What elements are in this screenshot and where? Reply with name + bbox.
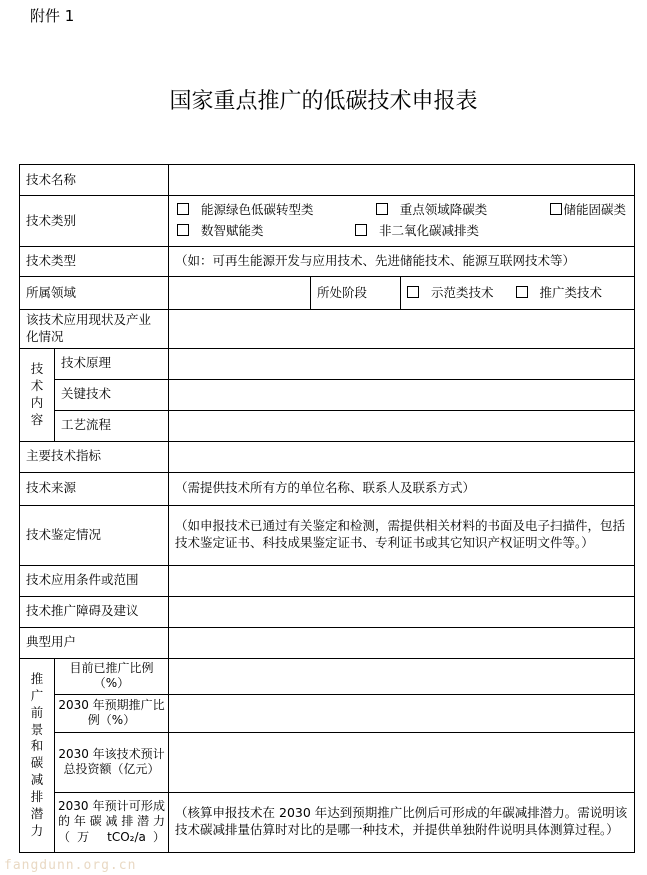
row-status [20,310,635,349]
appraisal-note[interactable]: （如申报技术已通过有关鉴定和检测，需提供相关材料的书面及电子扫描件，包括技术鉴定证书、科技成果鉴定证书、专利证书或其它知识产权证明文件等。） [169,505,635,565]
label-tech-type: 技术类型 [20,247,169,277]
row-principle [20,348,635,379]
row-reduction-2030 [20,792,635,852]
checkbox-icon[interactable] [376,203,388,215]
row-appraisal [20,505,635,565]
checkbox-icon[interactable] [407,286,419,298]
label-current-ratio: 目前已推广比例（%） [55,658,169,694]
application-form-table [19,164,635,853]
source-note[interactable]: （需提供技术所有方的单位名称、联系人及联系方式） [169,472,635,505]
tech-type-note[interactable]: （如：可再生能源开发与应用技术、先进储能技术、能源互联网技术等） [169,247,635,277]
input-process[interactable] [169,410,635,441]
checkbox-icon[interactable] [177,203,189,215]
input-tech-name[interactable] [169,165,635,196]
input-principle[interactable] [169,348,635,379]
label-stage: 所处阶段 [311,277,401,310]
label-status: 该技术应用现状及产业化情况 [20,310,169,349]
category-option-storage[interactable]: 储能固碳类 [550,202,627,219]
label-appraisal: 技术鉴定情况 [20,505,169,565]
label-field: 所属领域 [20,277,169,310]
input-barriers[interactable] [169,596,635,627]
row-source [20,472,635,505]
category-option-key-field[interactable]: 重点领域降碳类 [376,202,488,219]
label-prospect-group: 推广前景和碳减排潜力 [20,658,55,852]
label-investment-2030: 2030 年该技术预计总投资额（亿元） [55,732,169,792]
label-indicators: 主要技术指标 [20,441,169,472]
label-users: 典型用户 [20,627,169,658]
row-indicators [20,441,635,472]
input-current-ratio[interactable] [169,658,635,694]
row-users [20,627,635,658]
label-ratio-2030: 2030 年预期推广比例（%） [55,694,169,732]
watermark-text: fangdunn.org.cn [4,858,137,873]
row-barriers [20,596,635,627]
row-tech-type [20,247,635,277]
input-users[interactable] [169,627,635,658]
label-key-tech: 关键技术 [55,379,169,410]
row-process [20,410,635,441]
label-principle: 技术原理 [55,348,169,379]
label-reduction-2030: 2030 年预计可形成的年碳减排潜力（万 tCO₂/a） [55,792,169,852]
checkbox-icon[interactable] [355,224,367,236]
row-field-stage [20,277,635,310]
category-option-non-co2[interactable]: 非二氧化碳减排类 [355,223,479,240]
annex-label: 附件 1 [30,7,75,25]
checkbox-icon[interactable] [550,203,562,215]
label-barriers: 技术推广障碍及建议 [20,596,169,627]
stage-option-demo[interactable]: 示范类技术 [407,285,494,302]
form-title: 国家重点推广的低碳技术申报表 [169,89,478,114]
tech-category-options [169,196,635,247]
row-ratio-2030 [20,694,635,732]
category-option-digital[interactable]: 数智赋能类 [177,223,355,240]
input-ratio-2030[interactable] [169,694,635,732]
checkbox-icon[interactable] [516,286,528,298]
input-status[interactable] [169,310,635,349]
input-field[interactable] [169,277,311,310]
label-content-group: 技术内容 [20,348,55,441]
label-tech-name: 技术名称 [20,165,169,196]
row-tech-category [20,196,635,247]
row-conditions [20,565,635,596]
label-conditions: 技术应用条件或范围 [20,565,169,596]
input-key-tech[interactable] [169,379,635,410]
checkbox-icon[interactable] [177,224,189,236]
label-process: 工艺流程 [55,410,169,441]
label-tech-category: 技术类别 [20,196,169,247]
category-option-energy[interactable]: 能源绿色低碳转型类 [177,202,314,219]
stage-options [401,277,635,310]
input-conditions[interactable] [169,565,635,596]
stage-option-promotion[interactable]: 推广类技术 [516,285,603,302]
reduction-note[interactable]: （核算申报技术在 2030 年达到预期推广比例后可形成的年碳减排潜力。需说明该技术碳减排量估算时对比的是哪一种技术，并提供单独附件说明具体测算过程。） [169,792,635,852]
label-source: 技术来源 [20,472,169,505]
row-current-ratio [20,658,635,694]
row-key-tech [20,379,635,410]
row-tech-name [20,165,635,196]
input-investment-2030[interactable] [169,732,635,792]
row-investment-2030 [20,732,635,792]
input-indicators[interactable] [169,441,635,472]
